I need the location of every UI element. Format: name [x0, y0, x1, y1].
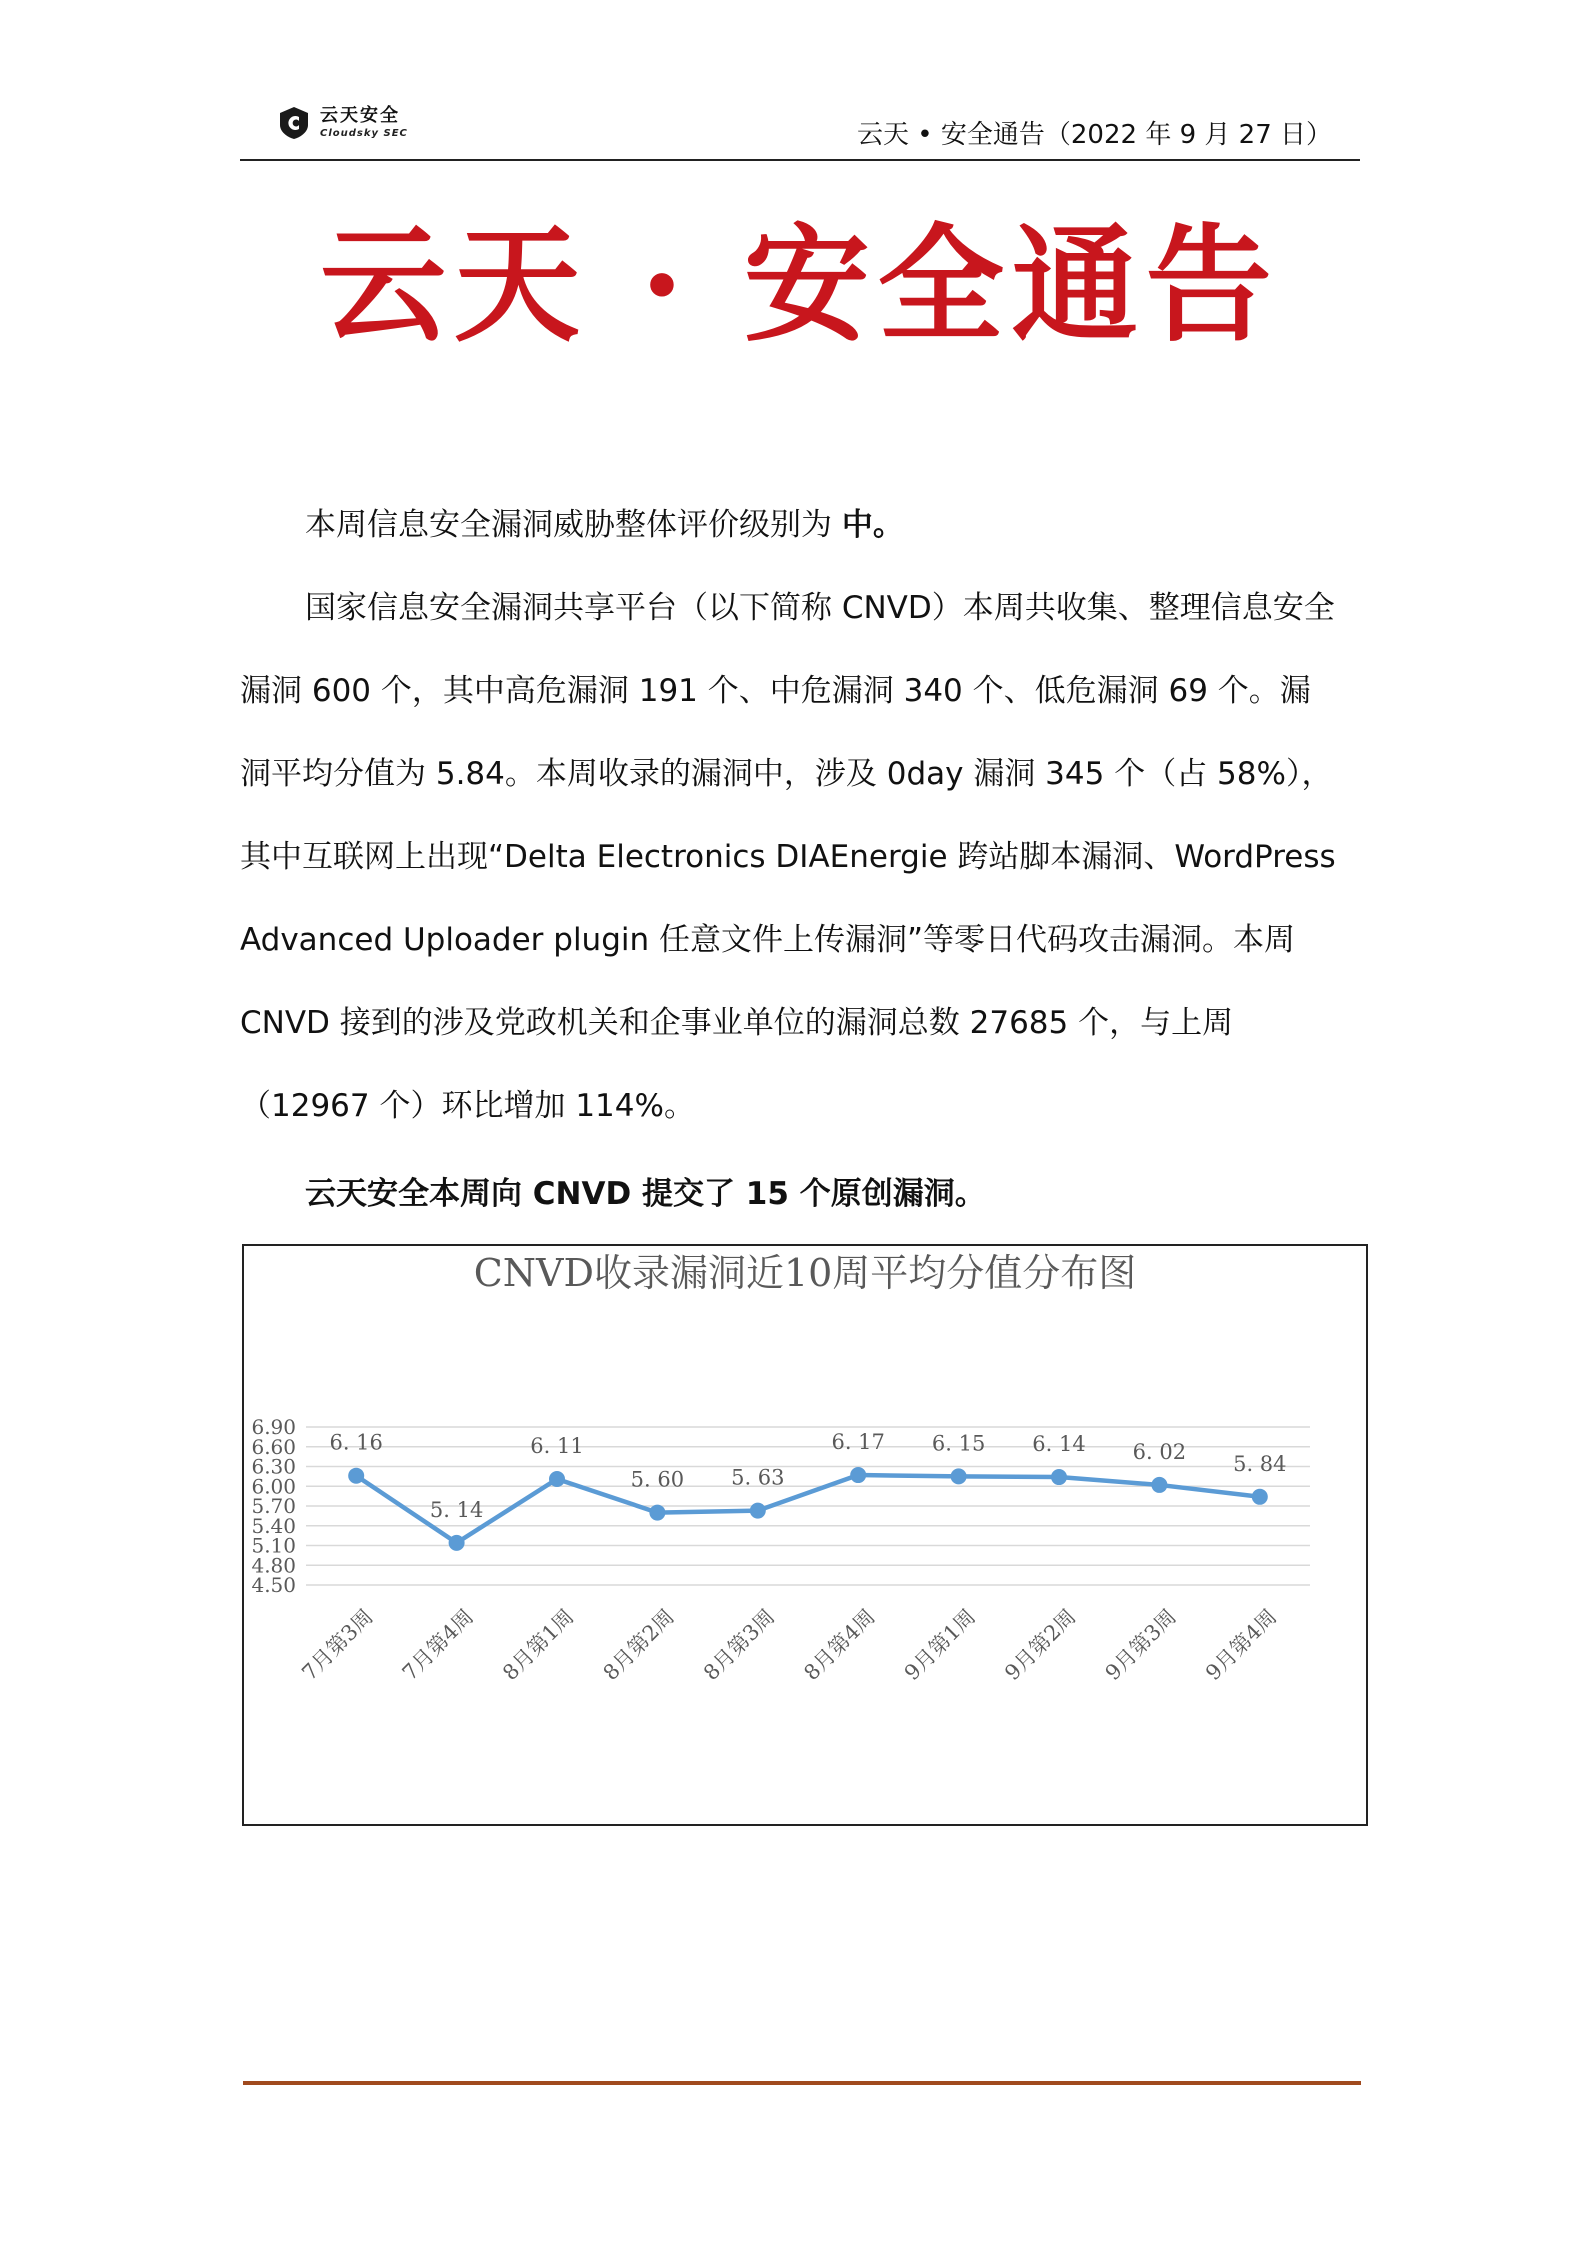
data-point	[750, 1503, 766, 1519]
y-tick-label: 5.40	[251, 1513, 296, 1538]
data-point	[549, 1471, 565, 1487]
score-chart	[242, 1244, 1368, 1826]
logo-chinese-text: 云天安全	[320, 105, 400, 126]
x-tick-label: 7月第4周	[397, 1604, 479, 1685]
data-label: 5. 84	[1233, 1451, 1287, 1476]
data-point	[951, 1468, 967, 1484]
logo-english-text: Cloudsky SEC	[320, 128, 408, 139]
shield-logo-icon	[276, 105, 312, 141]
y-tick-label: 5.70	[251, 1494, 296, 1518]
y-tick-label: 6.00	[251, 1474, 296, 1499]
data-point	[850, 1467, 866, 1483]
chart-title: CNVD收录漏洞近10周平均分值分布图	[473, 1251, 1137, 1295]
threat-level-value: 中。	[841, 507, 904, 543]
x-tick-label: 9月第1周	[899, 1604, 981, 1685]
x-tick-label: 9月第3周	[1100, 1604, 1181, 1685]
y-tick-label: 5.10	[251, 1533, 296, 1558]
header-date-line: 云天 • 安全通告（2022 年 9 月 27 日）	[857, 120, 1332, 150]
page-header	[240, 92, 1360, 160]
y-tick-label: 6.60	[251, 1434, 296, 1459]
x-tick-label: 8月第3周	[698, 1604, 780, 1685]
y-tick-label: 6.30	[251, 1454, 296, 1479]
data-label: 5. 63	[731, 1465, 785, 1490]
data-label: 6. 02	[1132, 1439, 1187, 1464]
x-tick-label: 8月第2周	[598, 1604, 679, 1685]
data-label: 6. 17	[831, 1430, 885, 1455]
score-line-chart	[244, 1246, 1366, 1824]
header-divider	[240, 159, 1360, 161]
data-label: 5. 14	[429, 1497, 484, 1522]
threat-level-text: 本周信息安全漏洞威胁整体评价级别为	[305, 507, 832, 543]
x-tick-label: 8月第4周	[799, 1604, 880, 1685]
data-point	[649, 1505, 665, 1521]
data-label: 6. 15	[931, 1431, 986, 1456]
footer-divider	[243, 2081, 1361, 2085]
y-tick-label: 6.90	[251, 1415, 296, 1439]
data-label: 6. 11	[530, 1434, 584, 1459]
data-label: 5. 60	[630, 1467, 685, 1492]
data-point	[1051, 1469, 1067, 1485]
original-vulns-paragraph: 云天安全本周向 CNVD 提交了 15 个原创漏洞。	[305, 1176, 986, 1212]
data-point	[348, 1468, 364, 1484]
y-tick-label: 4.80	[251, 1553, 296, 1578]
x-tick-label: 7月第3周	[297, 1604, 378, 1685]
data-label: 6. 16	[329, 1430, 383, 1455]
summary-paragraph: 国家信息安全漏洞共享平台（以下简称 CNVD）本周共收集、整理信息安全漏洞 600 个，其中高危漏洞 191 个、中危漏洞 340 个、低危漏洞 69 个。漏洞平均分值为 5.84。本周收录的漏洞中，涉及 0day 漏洞 345 个（占 58%），其中互联网上出现“Delta Electronics DIAEnergie 跨站脚本漏洞、WordPress Advanced Uploader plugin 任意文件上传漏洞”等零日代码攻击漏洞。本周 CNVD 接到的涉及党政机关和企事业单位的漏洞总数 27685 个，与上周（12967 个）环比增加 114%。	[240, 590, 1336, 1124]
data-point	[1252, 1489, 1268, 1505]
company-logo	[276, 98, 408, 148]
data-point	[449, 1535, 465, 1551]
y-tick-label: 4.50	[251, 1573, 296, 1597]
x-tick-label: 9月第2周	[1000, 1604, 1081, 1685]
x-tick-label: 8月第1周	[498, 1604, 579, 1685]
threat-level-paragraph	[240, 484, 1340, 567]
data-label: 6. 14	[1032, 1432, 1086, 1457]
series-line	[356, 1475, 1260, 1543]
data-point	[1151, 1477, 1167, 1493]
masthead-title: 云天 · 安全通告	[320, 211, 1280, 359]
x-tick-label: 9月第4周	[1200, 1604, 1282, 1685]
